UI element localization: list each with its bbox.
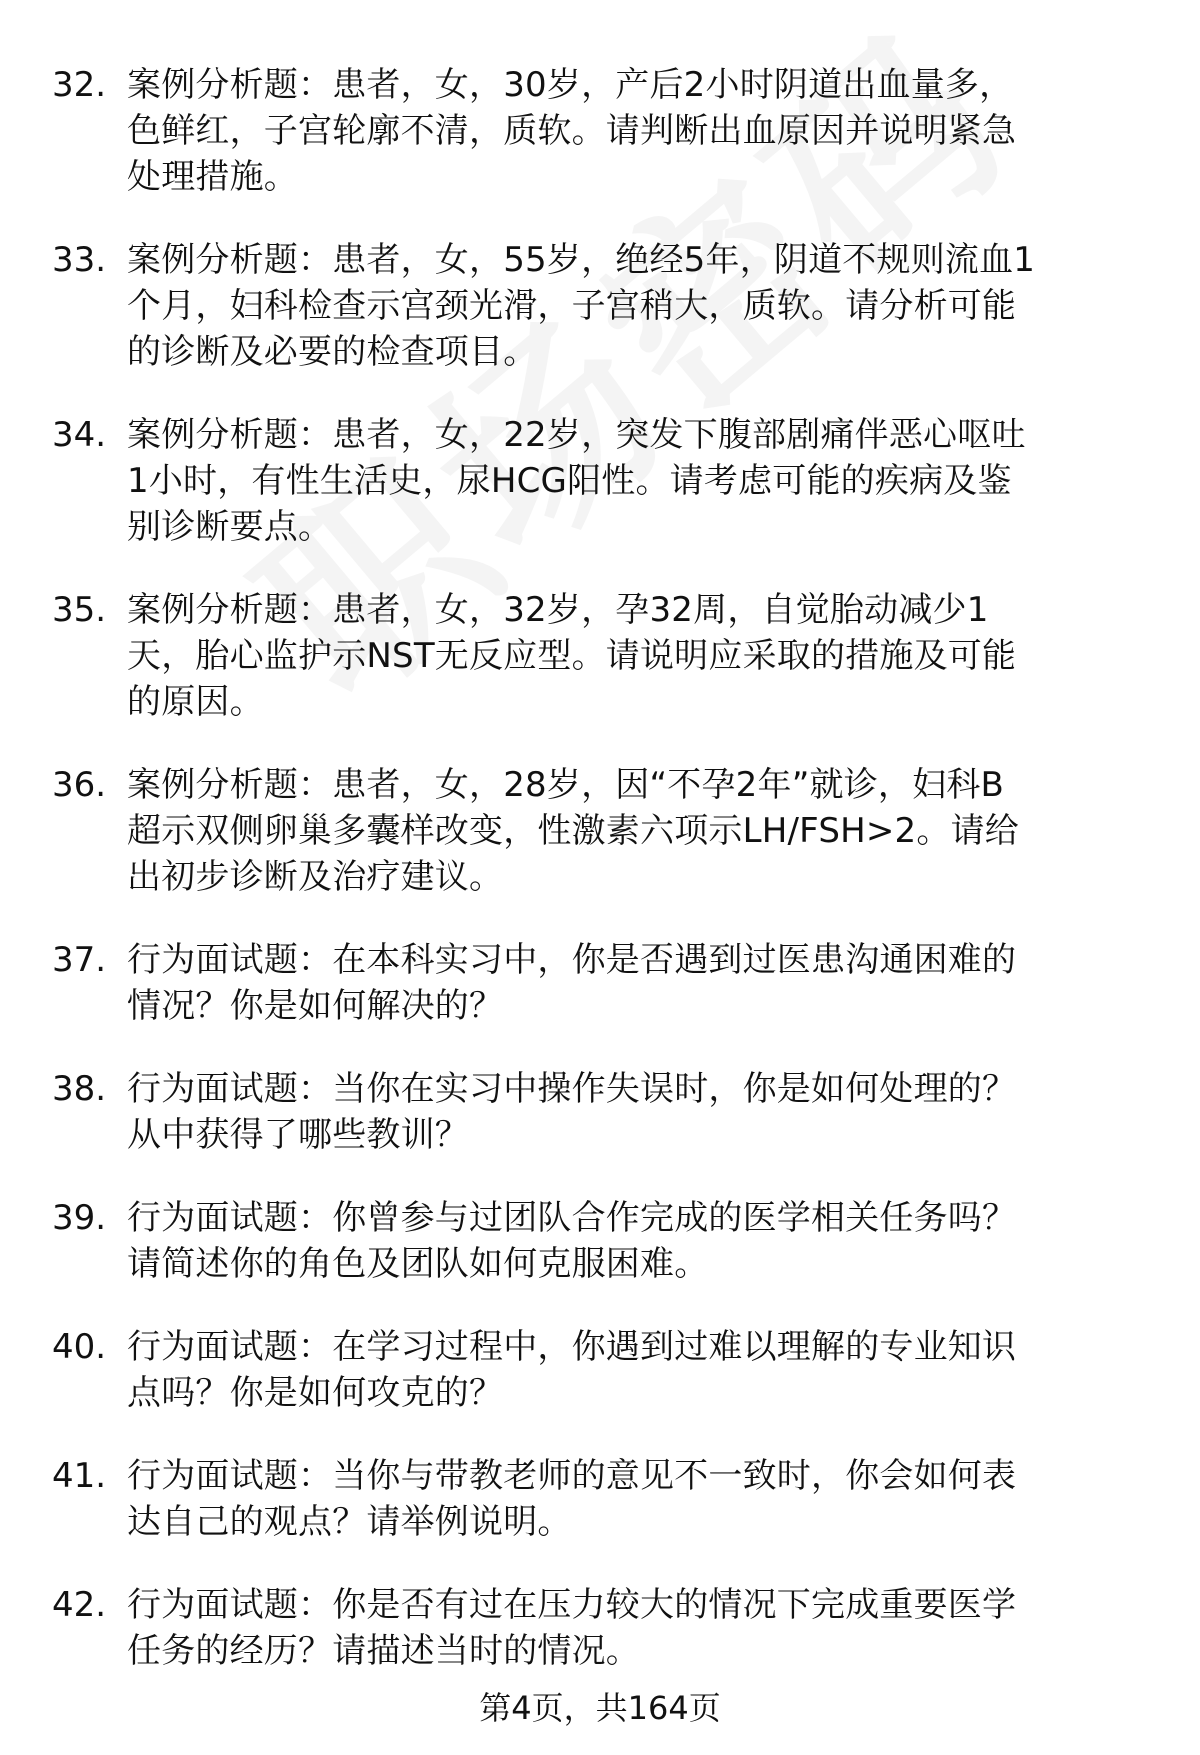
question-item [0,1195,1200,1287]
question-item [0,1453,1200,1545]
question-number: 33. [52,240,107,280]
question-text: 行为面试题：在本科实习中，你是否遇到过医患沟通困难的情况？你是如何解决的？ [127,940,1017,1026]
question-text: 行为面试题：在学习过程中，你遇到过难以理解的专业知识点吗？你是如何攻克的？ [127,1327,1017,1413]
question-number: 38. [52,1069,107,1109]
question-item [0,587,1200,725]
question-list [0,62,1200,1711]
question-number: 34. [52,415,107,455]
question-item [0,1582,1200,1674]
question-item [0,237,1200,375]
question-item [0,412,1200,550]
question-number: 39. [52,1198,107,1238]
question-text: 案例分析题：患者，女，28岁，因“不孕2年”就诊，妇科B超示双侧卵巢多囊样改变，性激素六项示LH/FSH>2。请给出初步诊断及治疗建议。 [127,765,1019,897]
question-text: 行为面试题：你是否有过在压力较大的情况下完成重要医学任务的经历？请描述当时的情况。 [127,1585,1017,1671]
question-number: 41. [52,1456,107,1496]
question-text: 案例分析题：患者，女，30岁，产后2小时阴道出血量多，色鲜红，子宫轮廓不清，质软。请判断出血原因并说明紧急处理措施。 [127,65,1017,197]
question-number: 32. [52,65,107,105]
question-item [0,762,1200,900]
question-item [0,1324,1200,1416]
question-text: 行为面试题：你曾参与过团队合作完成的医学相关任务吗？请简述你的角色及团队如何克服困难。 [127,1198,1017,1284]
question-item [0,1066,1200,1158]
question-number: 42. [52,1585,107,1625]
page-footer: 第4页，共164页 [479,1689,721,1727]
question-item [0,937,1200,1029]
question-text: 案例分析题：患者，女，55岁，绝经5年，阴道不规则流血1个月，妇科检查示宫颈光滑，子宫稍大，质软。请分析可能的诊断及必要的检查项目。 [127,240,1036,372]
question-item [0,62,1200,200]
question-text: 案例分析题：患者，女，32岁，孕32周，自觉胎动减少1天，胎心监护示NST无反应型。请说明应采取的措施及可能的原因。 [127,590,1017,722]
question-text: 案例分析题：患者，女，22岁，突发下腹部剧痛伴恶心呕吐1小时，有性生活史，尿HCG阳性。请考虑可能的疾病及鉴别诊断要点。 [127,415,1026,547]
question-number: 37. [52,940,107,980]
question-number: 35. [52,590,107,630]
question-number: 36. [52,765,107,805]
question-text: 行为面试题：当你与带教老师的意见不一致时，你会如何表达自己的观点？请举例说明。 [127,1456,1017,1542]
question-number: 40. [52,1327,107,1367]
question-text: 行为面试题：当你在实习中操作失误时，你是如何处理的？从中获得了哪些教训？ [127,1069,1017,1155]
